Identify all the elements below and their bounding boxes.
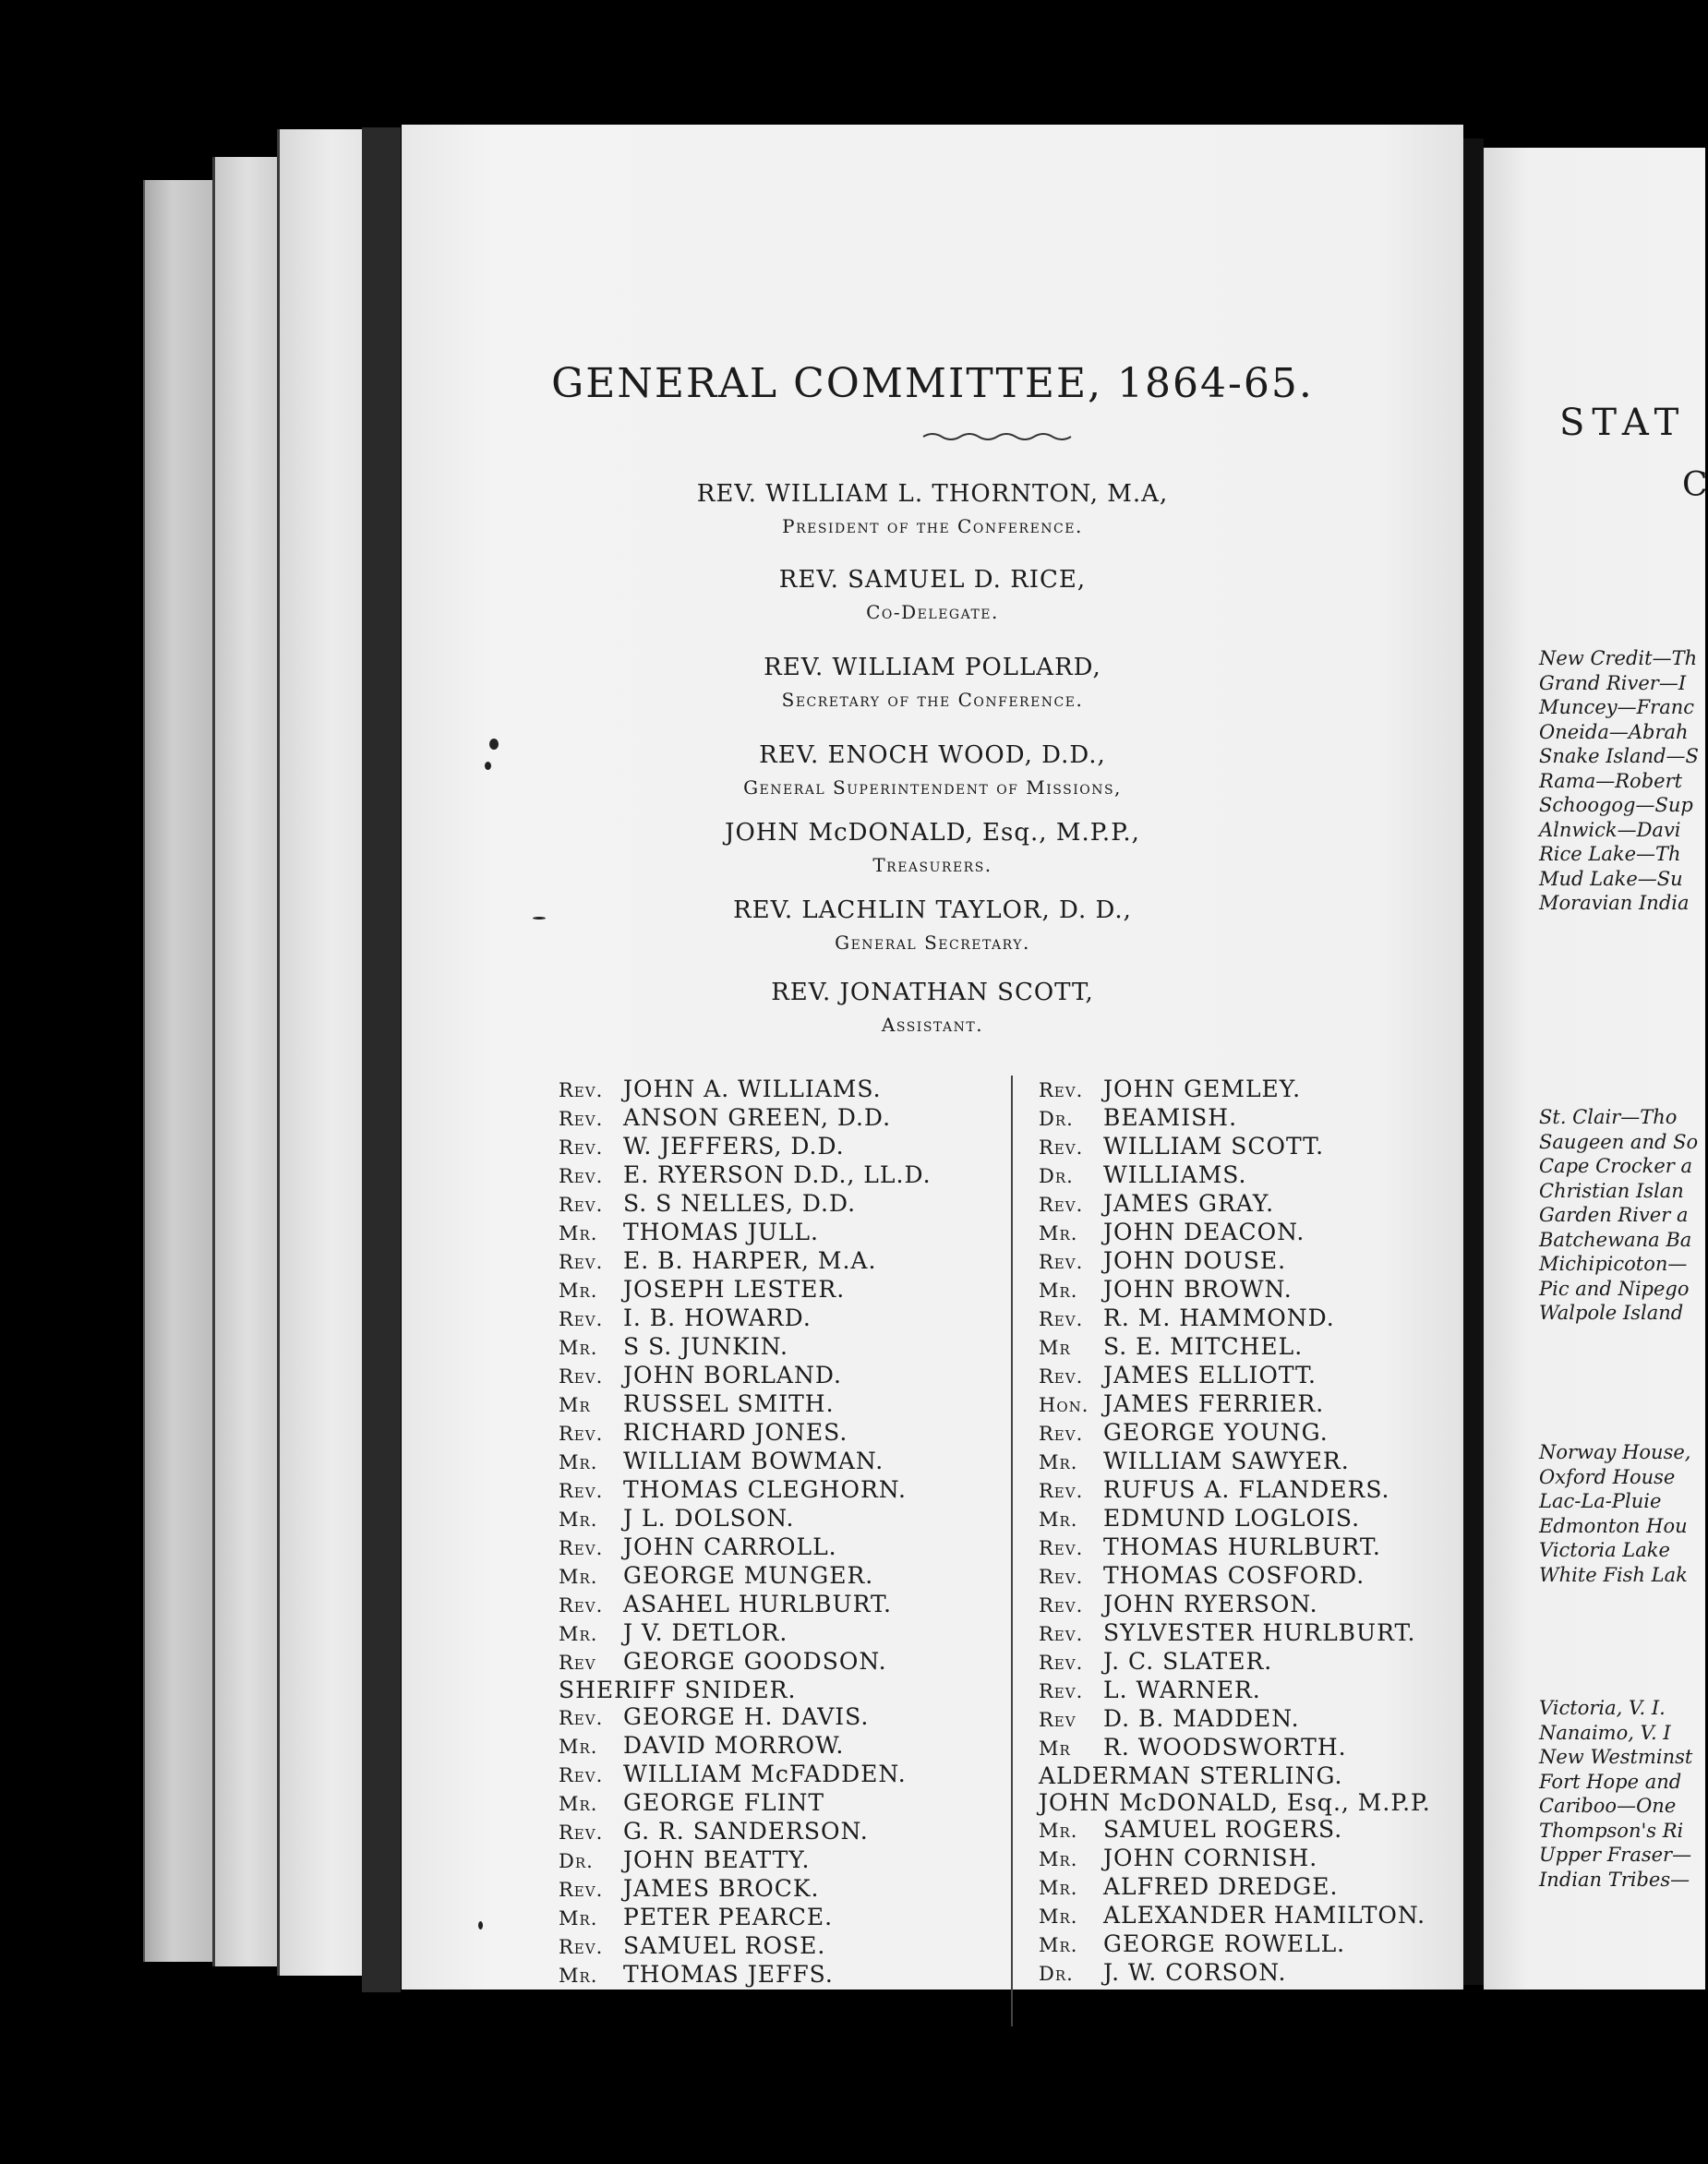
- officer: [402, 566, 1463, 623]
- member-name: WILLIAMS.: [1103, 1161, 1247, 1188]
- member-row: [1039, 1789, 1431, 1816]
- member-prefix: Rev.: [559, 1423, 604, 1445]
- member-row: [559, 1333, 932, 1362]
- facing-list-item: Grand River—I: [1539, 671, 1687, 694]
- member-prefix: Rev.: [559, 1251, 604, 1273]
- member-name: WILLIAM SAWYER.: [1103, 1448, 1350, 1474]
- member-name: SHERIFF SNIDER.: [559, 1677, 797, 1703]
- member-name: THOMAS JULL.: [623, 1219, 819, 1245]
- facing-list-item: Oneida—Abrah: [1539, 720, 1689, 743]
- officer-name: REV. WILLIAM POLLARD,: [764, 654, 1101, 681]
- member-prefix: Mr: [1039, 1737, 1071, 1760]
- member-name: GEORGE H. DAVIS.: [623, 1703, 870, 1730]
- member-row: [1039, 1873, 1431, 1902]
- facing-list-item: Victoria Lake: [1539, 1539, 1670, 1561]
- officer-role: Secretary of the Conference.: [781, 689, 1084, 711]
- member-name: JAMES FERRIER.: [1103, 1390, 1325, 1417]
- facing-list-item: Thompson's Ri: [1539, 1819, 1684, 1842]
- member-prefix: Rev.: [559, 1936, 604, 1958]
- member-name: JOHN BEATTY.: [623, 1846, 811, 1873]
- facing-list-item: Mud Lake—Su: [1539, 867, 1683, 890]
- member-row: [559, 1476, 932, 1505]
- member-prefix: Mr.: [559, 1222, 598, 1244]
- member-prefix: Mr.: [1039, 1934, 1078, 1956]
- facing-list-item: Nanaimo, V. I: [1539, 1721, 1671, 1744]
- column-divider: [1011, 1076, 1013, 2026]
- facing-list-item: Saugeen and So: [1539, 1130, 1699, 1153]
- member-prefix: Rev.: [559, 1136, 604, 1159]
- member-name: GEORGE FLINT: [623, 1789, 825, 1816]
- member-prefix: Rev.: [1039, 1423, 1084, 1445]
- title-flourish: [923, 431, 1071, 442]
- member-prefix: Mr.: [1039, 1280, 1078, 1302]
- member-row: [559, 1732, 932, 1761]
- page-gutter: [1463, 138, 1484, 1985]
- facing-list-item: Snake Island—S: [1539, 745, 1699, 767]
- member-row: [559, 1076, 932, 1104]
- member-name: PETER PEARCE.: [623, 1904, 834, 1930]
- member-row: [1039, 1591, 1431, 1619]
- member-prefix: Rev.: [1039, 1251, 1084, 1273]
- member-name: JOHN DOUSE.: [1103, 1247, 1287, 1274]
- member-name: E. RYERSON D.D., LL.D.: [623, 1161, 932, 1188]
- member-prefix: Mr: [1039, 1337, 1071, 1359]
- member-prefix: Rev.: [1039, 1652, 1084, 1674]
- member-row: [1039, 1476, 1431, 1505]
- member-name: THOMAS JEFFS.: [623, 1961, 834, 1988]
- member-prefix: Rev.: [1039, 1537, 1084, 1559]
- member-row: [559, 1161, 932, 1190]
- officer-role: Assistant.: [881, 1014, 984, 1036]
- member-name: EDMUND LOGLOIS.: [1103, 1505, 1361, 1532]
- officer-role: General Superintendent of Missions,: [743, 776, 1122, 799]
- member-name: JOHN BROWN.: [1103, 1276, 1293, 1303]
- member-name: JOHN CARROLL.: [623, 1533, 837, 1560]
- member-prefix: Rev.: [1039, 1308, 1084, 1330]
- officer-role: General Secretary.: [835, 932, 1030, 954]
- facing-list-item: Norway House,: [1539, 1441, 1691, 1463]
- page-edge-stack: [212, 157, 280, 1966]
- member-row: [1039, 1762, 1431, 1789]
- member-row: [1039, 1448, 1431, 1476]
- facing-list-item: Upper Fraser—: [1539, 1844, 1692, 1866]
- member-row: [559, 1619, 932, 1648]
- member-row: [559, 1190, 932, 1219]
- member-name: JOHN RYERSON.: [1103, 1591, 1318, 1617]
- member-name: J. C. SLATER.: [1103, 1648, 1273, 1675]
- member-row: [559, 1448, 932, 1476]
- member-row: [559, 1219, 932, 1247]
- member-row: [1039, 1902, 1431, 1930]
- left-page: [402, 125, 1463, 1990]
- member-prefix: Rev.: [1039, 1623, 1084, 1645]
- officer: [402, 819, 1463, 876]
- member-row: [1039, 1648, 1431, 1677]
- member-name: ALEXANDER HAMILTON.: [1103, 1902, 1426, 1929]
- member-prefix: Rev.: [1039, 1079, 1084, 1101]
- member-row: [1039, 1734, 1431, 1762]
- member-row: [1039, 1619, 1431, 1648]
- member-name: R. WOODSWORTH.: [1103, 1734, 1347, 1761]
- member-name: JOHN McDONALD, Esq., M.P.P.: [1039, 1789, 1431, 1816]
- facing-list-item: Christian Islan: [1539, 1179, 1684, 1202]
- member-row: [1039, 1959, 1431, 1988]
- member-name: JAMES GRAY.: [1103, 1190, 1275, 1217]
- member-name: GEORGE GOODSON.: [623, 1648, 887, 1675]
- member-name: GEORGE ROWELL.: [1103, 1930, 1346, 1957]
- ink-blot: [533, 917, 546, 920]
- facing-list-item: Muncey—Franc: [1539, 696, 1695, 718]
- member-name: WILLIAM SCOTT.: [1103, 1133, 1325, 1160]
- officer: [402, 979, 1463, 1036]
- member-row: [1039, 1161, 1431, 1190]
- page-edge-stack: [143, 180, 214, 1962]
- officer: [402, 741, 1463, 799]
- member-prefix: Mr.: [1039, 1509, 1078, 1531]
- member-prefix: Rev.: [559, 1879, 604, 1901]
- facing-list-item: Rama—Robert: [1539, 769, 1683, 792]
- member-row: [1039, 1505, 1431, 1533]
- member-row: [559, 1932, 932, 1961]
- officer-name: JOHN McDONALD, Esq., M.P.P.,: [725, 819, 1140, 847]
- member-name: THOMAS HURLBURT.: [1103, 1533, 1381, 1560]
- facing-list-item: Walpole Island: [1539, 1302, 1684, 1324]
- member-name: SYLVESTER HURLBURT.: [1103, 1619, 1416, 1646]
- facing-page-subtitle: C: [1682, 466, 1708, 504]
- member-row: [559, 1789, 932, 1818]
- officer: [402, 480, 1463, 537]
- officer-name: REV. ENOCH WOOD, D.D.,: [759, 741, 1106, 769]
- member-row: [559, 1247, 932, 1276]
- member-prefix: Rev.: [559, 1537, 604, 1559]
- member-prefix: Mr.: [1039, 1848, 1078, 1870]
- officer: [402, 654, 1463, 711]
- member-row: [1039, 1816, 1431, 1845]
- member-name: JOHN CORNISH.: [1103, 1845, 1318, 1871]
- member-prefix: Rev.: [559, 1079, 604, 1101]
- member-row: [559, 1133, 932, 1161]
- member-prefix: Mr.: [1039, 1820, 1078, 1842]
- member-prefix: Mr.: [1039, 1222, 1078, 1244]
- facing-list-item: Schoogog—Sup: [1539, 794, 1693, 816]
- member-row: [1039, 1133, 1431, 1161]
- member-prefix: Rev.: [559, 1594, 604, 1617]
- member-row: [1039, 1304, 1431, 1333]
- member-prefix: Mr: [559, 1394, 591, 1416]
- member-row: [559, 1961, 932, 1990]
- member-prefix: Dr.: [1039, 1963, 1074, 1985]
- member-row: [559, 1818, 932, 1846]
- member-prefix: Mr.: [559, 1566, 598, 1588]
- facing-list-item: Indian Tribes—: [1539, 1868, 1690, 1891]
- member-row: [1039, 1677, 1431, 1705]
- member-prefix: Rev.: [1039, 1136, 1084, 1159]
- member-row: [559, 1875, 932, 1904]
- member-row: [1039, 1333, 1431, 1362]
- member-row: [559, 1533, 932, 1562]
- officer-name: REV. LACHLIN TAYLOR, D. D.,: [733, 896, 1132, 924]
- member-row: [1039, 1533, 1431, 1562]
- member-name: JOHN DEACON.: [1103, 1219, 1305, 1245]
- member-prefix: Rev.: [559, 1764, 604, 1786]
- member-prefix: Rev.: [1039, 1680, 1084, 1702]
- facing-list: [1539, 1440, 1690, 1587]
- member-name: SAMUEL ROGERS.: [1103, 1816, 1343, 1843]
- officer-role: President of the Conference.: [782, 515, 1083, 537]
- member-row: [559, 1104, 932, 1133]
- member-name: WILLIAM McFADDEN.: [623, 1761, 907, 1787]
- member-row: [1039, 1219, 1431, 1247]
- facing-list-item: Fort Hope and: [1539, 1770, 1682, 1793]
- facing-page: [1484, 148, 1708, 1990]
- officer-name: REV. SAMUEL D. RICE,: [778, 566, 1087, 594]
- facing-list-item: St. Clair—Tho: [1539, 1106, 1678, 1128]
- member-row: [1039, 1190, 1431, 1219]
- member-prefix: Dr.: [1039, 1165, 1074, 1187]
- ink-blot: [478, 1921, 483, 1930]
- member-row: [1039, 1562, 1431, 1591]
- member-name: RUSSEL SMITH.: [623, 1390, 835, 1417]
- member-name: D. B. MADDEN.: [1103, 1705, 1300, 1732]
- member-prefix: Rev: [559, 1652, 596, 1674]
- member-prefix: Mr.: [1039, 1877, 1078, 1899]
- facing-list-item: New Credit—Th: [1539, 647, 1698, 669]
- member-name: S S. JUNKIN.: [623, 1333, 788, 1360]
- member-row: [1039, 1930, 1431, 1959]
- member-prefix: Rev: [1039, 1709, 1077, 1731]
- member-row: [559, 1362, 932, 1390]
- member-name: JAMES BROCK.: [623, 1875, 820, 1902]
- member-name: DAVID MORROW.: [623, 1732, 845, 1759]
- ink-blot: [489, 739, 499, 750]
- facing-list-item: Alnwick—Davi: [1539, 818, 1681, 841]
- member-name: J. W. CORSON.: [1103, 1959, 1287, 1986]
- facing-list-item: Rice Lake—Th: [1539, 843, 1681, 865]
- member-name: GEORGE YOUNG.: [1103, 1419, 1329, 1446]
- member-name: R. M. HAMMOND.: [1103, 1304, 1335, 1331]
- officer-role: Co-Delegate.: [866, 601, 999, 623]
- officer: [402, 896, 1463, 954]
- book-spine: [362, 127, 401, 1992]
- member-name: RUFUS A. FLANDERS.: [1103, 1476, 1390, 1503]
- facing-list-item: Michipicoton—: [1539, 1253, 1688, 1275]
- member-row: [1039, 1419, 1431, 1448]
- facing-list-item: Garden River a: [1539, 1204, 1689, 1226]
- member-name: S. E. MITCHEL.: [1103, 1333, 1304, 1360]
- member-prefix: Rev.: [559, 1707, 604, 1729]
- member-row: [1039, 1845, 1431, 1873]
- member-row: [559, 1703, 932, 1732]
- member-prefix: Mr.: [559, 1280, 598, 1302]
- member-row: [559, 1677, 932, 1703]
- member-prefix: Hon.: [1039, 1394, 1089, 1416]
- member-row: [1039, 1076, 1431, 1104]
- member-name: JOHN A. WILLIAMS.: [623, 1076, 882, 1102]
- facing-list-item: Batchewana Ba: [1539, 1228, 1692, 1251]
- member-name: L. WARNER.: [1103, 1677, 1261, 1703]
- member-row: [1039, 1247, 1431, 1276]
- member-row: [1039, 1705, 1431, 1734]
- member-name: W. JEFFERS, D.D.: [623, 1133, 845, 1160]
- member-name: S. S NELLES, D.D.: [623, 1190, 857, 1217]
- facing-page-title: STAT: [1559, 402, 1687, 444]
- member-prefix: Rev.: [559, 1165, 604, 1187]
- member-prefix: Mr.: [559, 1337, 598, 1359]
- officer-name: REV. JONATHAN SCOTT,: [771, 979, 1094, 1006]
- member-prefix: Rev.: [559, 1308, 604, 1330]
- member-name: J L. DOLSON.: [623, 1505, 795, 1532]
- member-prefix: Mr.: [559, 1793, 598, 1815]
- member-prefix: Rev.: [1039, 1594, 1084, 1617]
- member-prefix: Rev.: [559, 1480, 604, 1502]
- member-name: THOMAS CLEGHORN.: [623, 1476, 907, 1503]
- member-prefix: Mr.: [1039, 1906, 1078, 1928]
- facing-list: [1539, 1696, 1692, 1892]
- member-row: [559, 1276, 932, 1304]
- member-prefix: Mr.: [559, 1623, 598, 1645]
- facing-list: [1539, 646, 1699, 916]
- member-prefix: Mr.: [559, 1965, 598, 1987]
- member-prefix: Mr.: [559, 1907, 598, 1930]
- facing-list-item: Cariboo—One: [1539, 1795, 1677, 1817]
- member-name: J V. DETLOR.: [623, 1619, 788, 1646]
- member-name: ALDERMAN STERLING.: [1039, 1762, 1343, 1789]
- facing-list-item: White Fish Lak: [1539, 1563, 1688, 1586]
- member-name: RICHARD JONES.: [623, 1419, 848, 1446]
- member-row: [559, 1390, 932, 1419]
- member-prefix: Rev.: [1039, 1194, 1084, 1216]
- member-prefix: Rev.: [1039, 1566, 1084, 1588]
- members-right-column: [1039, 1076, 1431, 1988]
- member-row: [1039, 1390, 1431, 1419]
- member-row: [559, 1904, 932, 1932]
- member-row: [1039, 1362, 1431, 1390]
- facing-list-item: Cape Crocker a: [1539, 1155, 1693, 1177]
- member-prefix: Dr.: [1039, 1108, 1074, 1130]
- member-name: SAMUEL ROSE.: [623, 1932, 826, 1959]
- officer-role: Treasurers.: [872, 854, 992, 876]
- member-name: THOMAS COSFORD.: [1103, 1562, 1365, 1589]
- member-name: ASAHEL HURLBURT.: [623, 1591, 892, 1617]
- member-row: [1039, 1104, 1431, 1133]
- member-prefix: Rev.: [559, 1194, 604, 1216]
- member-name: G. R. SANDERSON.: [623, 1818, 869, 1845]
- members-left-column: [559, 1076, 932, 1990]
- member-row: [559, 1648, 932, 1677]
- facing-list-item: New Westminst: [1539, 1746, 1693, 1768]
- facing-list-item: Victoria, V. I.: [1539, 1697, 1666, 1719]
- member-row: [1039, 1276, 1431, 1304]
- member-name: ALFRED DREDGE.: [1103, 1873, 1339, 1900]
- facing-list-item: Lac-La-Pluie: [1539, 1490, 1662, 1512]
- member-row: [559, 1505, 932, 1533]
- member-name: JOSEPH LESTER.: [623, 1276, 846, 1303]
- member-name: GEORGE MUNGER.: [623, 1562, 874, 1589]
- facing-list-item: Pic and Nipego: [1539, 1277, 1690, 1300]
- member-row: [559, 1761, 932, 1789]
- page-title: GENERAL COMMITTEE, 1864-65.: [551, 360, 1314, 407]
- member-name: I. B. HOWARD.: [623, 1304, 812, 1331]
- ink-blot: [485, 762, 491, 770]
- member-row: [559, 1419, 932, 1448]
- member-prefix: Mr.: [1039, 1451, 1078, 1473]
- member-prefix: Mr.: [559, 1736, 598, 1758]
- member-row: [559, 1846, 932, 1875]
- officer-name: REV. WILLIAM L. THORNTON, M.A,: [696, 480, 1169, 508]
- member-name: WILLIAM BOWMAN.: [623, 1448, 884, 1474]
- member-name: JAMES ELLIOTT.: [1103, 1362, 1317, 1389]
- member-prefix: Rev.: [1039, 1365, 1084, 1388]
- member-name: JOHN GEMLEY.: [1103, 1076, 1302, 1102]
- member-row: [559, 1304, 932, 1333]
- member-name: BEAMISH.: [1103, 1104, 1238, 1131]
- facing-list-item: Moravian India: [1539, 892, 1690, 914]
- member-row: [559, 1591, 932, 1619]
- member-row: [559, 1562, 932, 1591]
- facing-list-item: Edmonton Hou: [1539, 1514, 1688, 1537]
- member-prefix: Dr.: [559, 1850, 594, 1872]
- facing-list: [1539, 1105, 1698, 1326]
- member-prefix: Mr.: [559, 1451, 598, 1473]
- member-prefix: Rev.: [559, 1365, 604, 1388]
- facing-list-item: Oxford House: [1539, 1465, 1676, 1488]
- member-name: E. B. HARPER, M.A.: [623, 1247, 877, 1274]
- member-prefix: Rev.: [1039, 1480, 1084, 1502]
- member-name: JOHN BORLAND.: [623, 1362, 842, 1389]
- member-prefix: Rev.: [559, 1108, 604, 1130]
- member-prefix: Mr.: [559, 1509, 598, 1531]
- member-name: ANSON GREEN, D.D.: [623, 1104, 892, 1131]
- member-prefix: Rev.: [559, 1821, 604, 1844]
